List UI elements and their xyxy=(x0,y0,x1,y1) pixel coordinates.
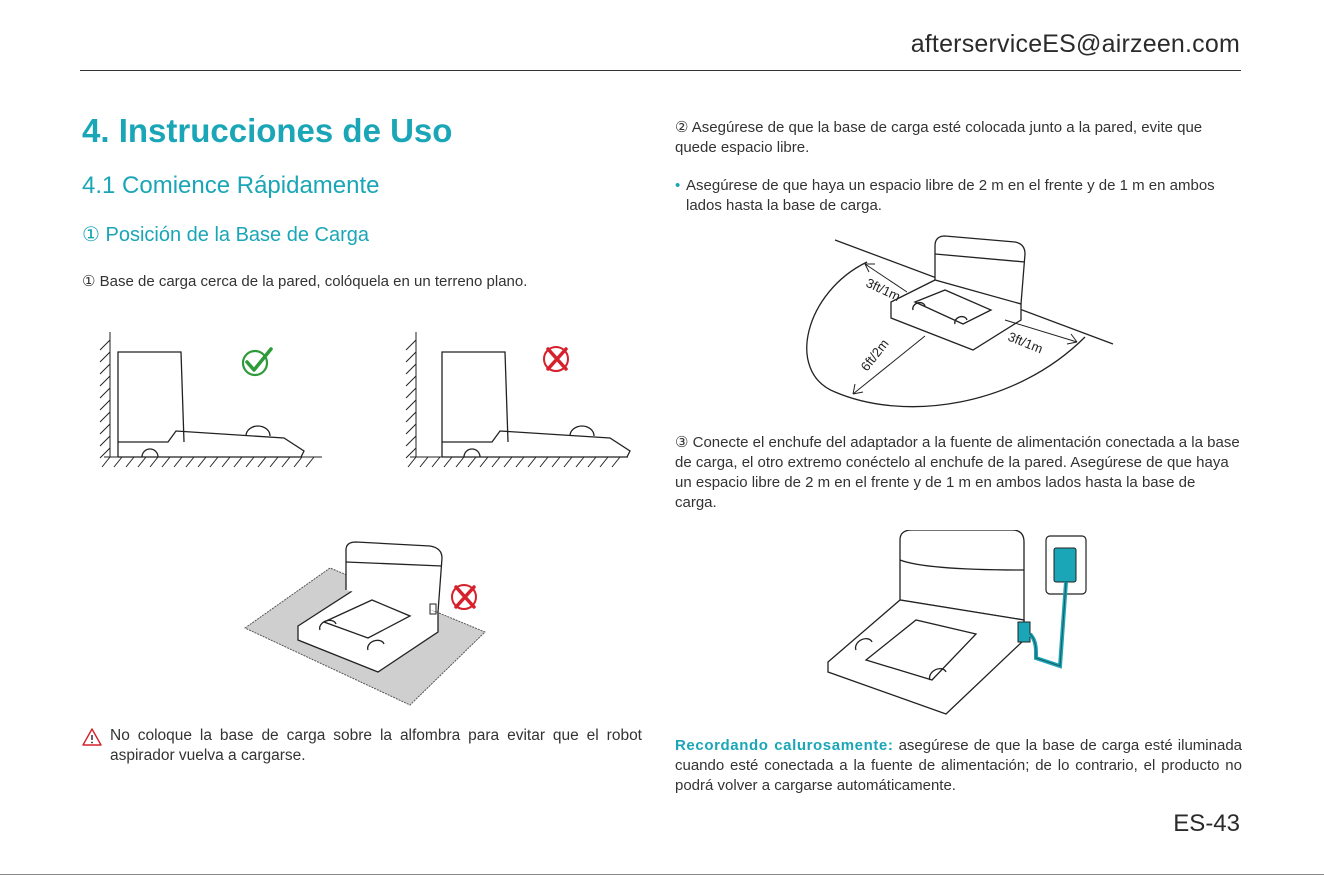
carpet-warning xyxy=(82,726,642,766)
warning-text: No coloque la base de carga sobre la alfombra para evitar que el robot aspirador vuelva a cargarse. xyxy=(110,727,642,764)
correct-placement-illustration xyxy=(96,330,326,470)
section-heading: ① Posición de la Base de Carga xyxy=(82,224,369,246)
check-mark-icon xyxy=(240,346,274,378)
clearance-diagram xyxy=(795,232,1115,420)
carpet-placement-illustration xyxy=(240,540,490,710)
support-email: afterserviceES@airzeen.com xyxy=(910,30,1240,58)
step3-text: ③ Conecte el enchufe del adaptador a la fuente de alimentación conectada a la base de carga, el otro extremo conéctelo al enchufe de la pared. Asegúrese de que haya un espacio libre de 2 m en el frente y de 1 m en ambos lados hasta la base de carga. xyxy=(675,434,1240,511)
page-number: ES-43 xyxy=(1173,810,1240,837)
page-title: 4. Instrucciones de Uso xyxy=(82,112,453,149)
carpet-cross-mark-icon xyxy=(448,580,482,614)
reminder-lead: Recordando calurosamente: xyxy=(675,737,894,754)
footer-rule xyxy=(0,874,1324,875)
reminder-paragraph xyxy=(675,736,1242,796)
clearance-bullet xyxy=(675,176,1240,216)
dim-side-right-label: 3ft/1m xyxy=(1005,328,1045,357)
header-rule xyxy=(80,70,1241,71)
reminder-text: asegúrese de que la base de carga esté iluminada cuando esté conectada a la fuente de alimentación; de lo contrario, el producto no podrá volver a cargarse automáticamente. xyxy=(675,737,1242,794)
bullet-text: Asegúrese de que haya un espacio libre de 2 m en el frente y de 1 m en ambos lados hasta la base de carga. xyxy=(686,177,1215,214)
step2-text: ② Asegúrese de que la base de carga esté colocada junto a la pared, evite que quede espacio libre. xyxy=(675,119,1203,156)
dim-side-left-label: 3ft/1m xyxy=(863,275,903,304)
section-subtitle: 4.1 Comience Rápidamente xyxy=(82,172,380,199)
warning-triangle-icon xyxy=(82,727,102,747)
bullet-dot: • xyxy=(675,177,681,194)
cross-mark-icon xyxy=(540,342,574,376)
dim-front-label: 6ft/2m xyxy=(857,336,892,374)
incorrect-placement-illustration xyxy=(402,330,632,470)
step1-text: ① Base de carga cerca de la pared, colóquela en un terreno plano. xyxy=(82,273,528,290)
power-connection-illustration xyxy=(826,530,1096,720)
